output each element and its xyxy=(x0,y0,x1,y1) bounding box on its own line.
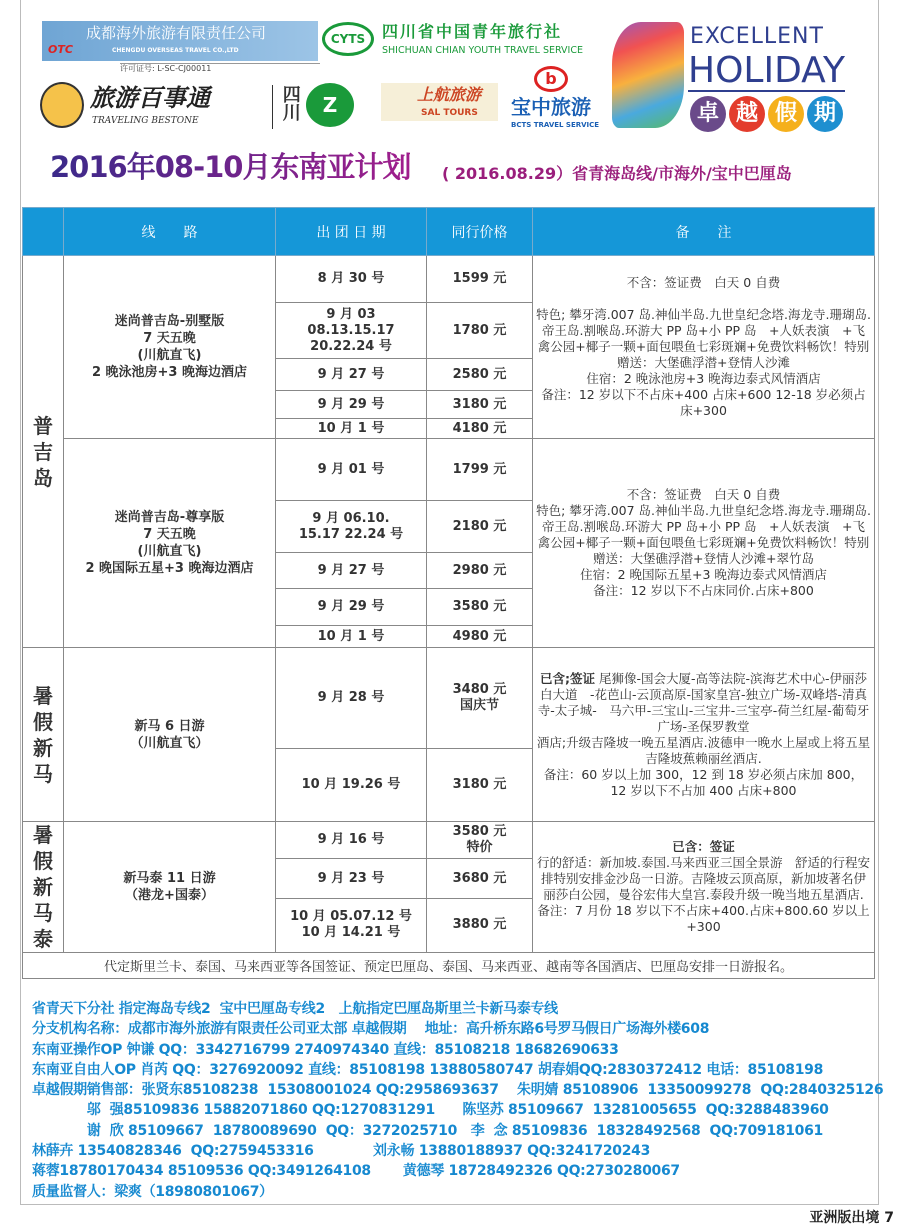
bcts-name-en: BCTS TRAVEL SERVICE xyxy=(511,121,600,129)
notes-text: 尾狮像-国会大厦-高等法院-滨海艺术中心-伊丽莎白大道 -花芭山-云顶高原-国家皇宫-独立广场-双峰塔-清真寺-太子城- 马六甲-三宝山-三宝井-三宝亭-荷兰红屋-葡萄牙广场-圣保罗教堂 酒店;升级吉隆坡一晚五星酒店.波德申一晚水上屋或上将五星 吉隆坡蕉赖丽丝酒店. 备注：60 岁以上加 300，12 到 18 岁必须占床加 800，12 岁以下不占加 400 占床+800 xyxy=(536,670,871,798)
departure-date: 9 月 29 号 xyxy=(276,391,427,419)
price: 2180 元 xyxy=(427,501,533,553)
page-title: 2016年08-10月东南亚计划 xyxy=(50,150,411,184)
price: 3880 元 xyxy=(427,898,533,952)
sal-name-en: SAL TOURS xyxy=(421,108,478,118)
departure-date: 10 月 1 号 xyxy=(276,626,427,648)
table-row xyxy=(23,439,875,501)
cyts-logo-icon: CYTS xyxy=(322,22,374,56)
departure-date: 10 月 19.26 号 xyxy=(276,749,427,822)
departure-date: 9 月 23 号 xyxy=(276,859,427,899)
table-header xyxy=(23,208,875,256)
route-name: 新马泰 11 日游 （港龙+国泰） xyxy=(64,822,276,953)
departure-date: 9 月 16 号 xyxy=(276,822,427,859)
price: 3180 元 xyxy=(427,391,533,419)
price: 1599 元 xyxy=(427,256,533,303)
region-cell xyxy=(23,822,64,953)
footer-note: 代定斯里兰卡、泰国、马来西亚等各国签证、预定巴厘岛、泰国、马来西亚、越南等各国酒店、巴厘岛安排一日游报名。 xyxy=(23,953,875,979)
sichuan-mark: 四川 xyxy=(272,85,300,129)
column-header: 备 注 xyxy=(533,208,875,256)
bcts-name-cn: 宝中旅游 xyxy=(511,95,591,119)
route-name: 迷尚普吉岛-尊享版 7 天五晚 (川航直飞) 2 晚国际五星+3 晚海边酒店 xyxy=(64,439,276,648)
notes-included: 已含;签证 xyxy=(539,670,595,686)
bestone-name-en: TRAVELING BESTONE xyxy=(92,116,199,126)
contact-line: 邬 强85109836 15882071860 QQ:1270831291 陈坚苏 85109667 13281005655 QQ:3288483960 xyxy=(32,1102,829,1119)
sal-name-cn: 上航旅游 xyxy=(417,85,482,104)
region-cell xyxy=(23,648,64,822)
contact-line: 分支机构名称：成都市海外旅游有限责任公司亚太部 卓越假期 地址：高升桥东路6号罗马假日广场海外楼608 xyxy=(32,1021,710,1038)
price: 2580 元 xyxy=(427,359,533,391)
excellent-holiday-art-icon xyxy=(612,22,684,128)
mascot-icon xyxy=(40,82,84,128)
cots-name-en: CHENGDU OVERSEAS TRAVEL CO.,LTD xyxy=(112,47,239,54)
contact-line: 质量监督人：梁爽（18980801067） xyxy=(32,1183,273,1200)
excellent-holiday-char: 假 xyxy=(768,96,804,132)
departure-date: 9 月 27 号 xyxy=(276,553,427,589)
departure-date: 9 月 01 号 xyxy=(276,439,427,501)
cots-mark: OTC xyxy=(48,43,73,56)
notes-text: 不含：签证费 白天 0 自费 特色; 攀牙湾.007 岛.神仙半岛.九世皇纪念塔.海龙寺.珊瑚岛.帝王岛.割喉岛.环游大 PP 岛+小 PP 岛 +人妖表演 +飞禽公园+椰子一颗+面包喂鱼七彩斑斓+免费饮料畅饮！特别赠送：大堡礁浮潜+登情人沙滩 住宿：2 晚泳池房+3 晚海边泰式风情酒店 备注：12 岁以下不占床+400 占床+600 12-18 岁必须占床+300 xyxy=(536,275,871,418)
contact-line: 东南亚自由人OP 肖芮 QQ：3276920092 直线：85108198 13880580747 胡春娟QQ:2830372412 电话：85108198 xyxy=(32,1061,824,1078)
price: 3580 元 xyxy=(427,589,533,626)
main-content xyxy=(22,207,884,1202)
notes-text: 不含：签证费 白天 0 自费 特色; 攀牙湾.007 岛.神仙半岛.九世皇纪念塔.海龙寺.珊瑚岛.帝王岛.割喉岛.环游大 PP 岛+小 PP 岛 +人妖表演 +飞禽公园+椰子一颗+面包喂鱼七彩斑斓+免费饮料畅饮！特别赠送：大堡礁浮潜+登情人沙滩+翠竹岛 住宿：2 晚国际五星+3 晚海边泰式风情酒店 备注：12 岁以下不占床同价.占床+800 xyxy=(536,487,871,598)
table-row xyxy=(23,822,875,859)
departure-date: 9 月 27 号 xyxy=(276,359,427,391)
price: 2980 元 xyxy=(427,553,533,589)
route-notes xyxy=(533,256,875,439)
column-header: 出 团 日 期 xyxy=(276,208,427,256)
price: 3680 元 xyxy=(427,859,533,899)
price: 4180 元 xyxy=(427,419,533,439)
price: 3480 元 国庆节 xyxy=(427,648,533,749)
table-row xyxy=(23,256,875,303)
excellent-holiday-char: 卓 xyxy=(690,96,726,132)
price: 1799 元 xyxy=(427,439,533,501)
departure-date: 9 月 06.10. 15.17 22.24 号 xyxy=(276,501,427,553)
route-notes xyxy=(533,822,875,953)
price: 3180 元 xyxy=(427,749,533,822)
region-label: 暑假新马泰 xyxy=(33,823,53,951)
contact-line: 省青天下分社 指定海岛专线2 宝中巴厘岛专线2 上航指定巴厘岛斯里兰卡新马泰专线 xyxy=(32,1001,558,1017)
cots-name-cn: 成都海外旅游有限责任公司 xyxy=(86,24,267,42)
region-label: 暑假新马 xyxy=(33,683,53,786)
excellent-holiday-char: 期 xyxy=(807,96,843,132)
column-header xyxy=(23,208,64,256)
contact-line: 卓越假期销售部：张贤东85108238 15308001024 QQ:2958693637 朱明婧 85108906 13350099278 QQ:2840325126 xyxy=(32,1082,884,1099)
contact-line: 东南亚操作OP 钟谦 QQ：3342716799 2740974340 直线：85108218 18682690633 xyxy=(32,1041,619,1058)
notes-text: 行的舒适：新加坡.泰国.马来西亚三国全景游 舒适的行程安排特别安排金沙岛一日游。吉隆坡云顶高原，新加坡著名伊丽莎白公园，曼谷宏伟大皇宫.泰段升级一晚当地五星酒店. 备注：7 月份 18 岁以下不占床+400.占床+800.60 岁以上+300 xyxy=(537,855,870,934)
departure-date: 9 月 29 号 xyxy=(276,589,427,626)
departure-date: 10 月 05.07.12 号 10 月 14.21 号 xyxy=(276,898,427,952)
notes-included: 已含：签证 xyxy=(672,839,735,854)
route-notes xyxy=(533,648,875,822)
globe-logo-icon: Z xyxy=(306,83,354,127)
table-row xyxy=(23,648,875,749)
contact-info xyxy=(32,999,884,1202)
departure-date: 9 月 03 08.13.15.17 20.22.24 号 xyxy=(276,303,427,359)
region-cell xyxy=(23,256,64,648)
sal-tours-logo xyxy=(381,83,498,121)
table-footer-row xyxy=(23,953,875,979)
route-notes xyxy=(533,439,875,648)
license-number: 许可证号: L-SC-CJ00011 xyxy=(120,63,320,73)
departure-date: 9 月 28 号 xyxy=(276,648,427,749)
region-label: 普吉岛 xyxy=(33,413,53,490)
contact-line: 林薛卉 13540828346 QQ:2759453316 刘永畅 13880188937 QQ:3241720243 xyxy=(32,1143,651,1160)
cots-logo xyxy=(42,21,318,61)
contact-line: 谢 欣 85109667 18780089690 QQ：3272025710 李 念 85109836 18328492568 QQ:709181061 xyxy=(32,1122,824,1139)
column-header: 线 路 xyxy=(64,208,276,256)
departure-date: 10 月 1 号 xyxy=(276,419,427,439)
excellent-holiday-char: 越 xyxy=(729,96,765,132)
excellent-holiday-line2: HOLIDAY xyxy=(688,50,845,91)
column-header: 同行价格 xyxy=(427,208,533,256)
price: 1780 元 xyxy=(427,303,533,359)
page-subtitle: ( 2016.08.29）省青海岛线/市海外/宝中巴厘岛 xyxy=(442,164,792,183)
bcts-logo-icon: b xyxy=(534,66,568,92)
page-label: 亚洲版出境 7 xyxy=(809,1210,894,1226)
tour-table xyxy=(22,207,875,979)
excellent-holiday-cn xyxy=(690,96,843,132)
cyts-name-en: SHICHUAN CHIAN YOUTH TRAVEL SERVICE xyxy=(382,45,583,56)
route-name: 新马 6 日游 （川航直飞） xyxy=(64,648,276,822)
bestone-name-cn: 旅游百事通 xyxy=(90,84,210,112)
price: 4980 元 xyxy=(427,626,533,648)
excellent-holiday-line1: EXCELLENT xyxy=(690,24,824,49)
departure-date: 8 月 30 号 xyxy=(276,256,427,303)
contact-line: 蒋蓉18780170434 85109536 QQ:3491264108 黄德琴 18728492326 QQ:2730280067 xyxy=(32,1163,680,1180)
price: 3580 元 特价 xyxy=(427,822,533,859)
cyts-name-cn: 四川省中国青年旅行社 xyxy=(382,22,563,41)
route-name: 迷尚普吉岛-别墅版 7 天五晚 (川航直飞) 2 晚泳池房+3 晚海边酒店 xyxy=(64,256,276,439)
